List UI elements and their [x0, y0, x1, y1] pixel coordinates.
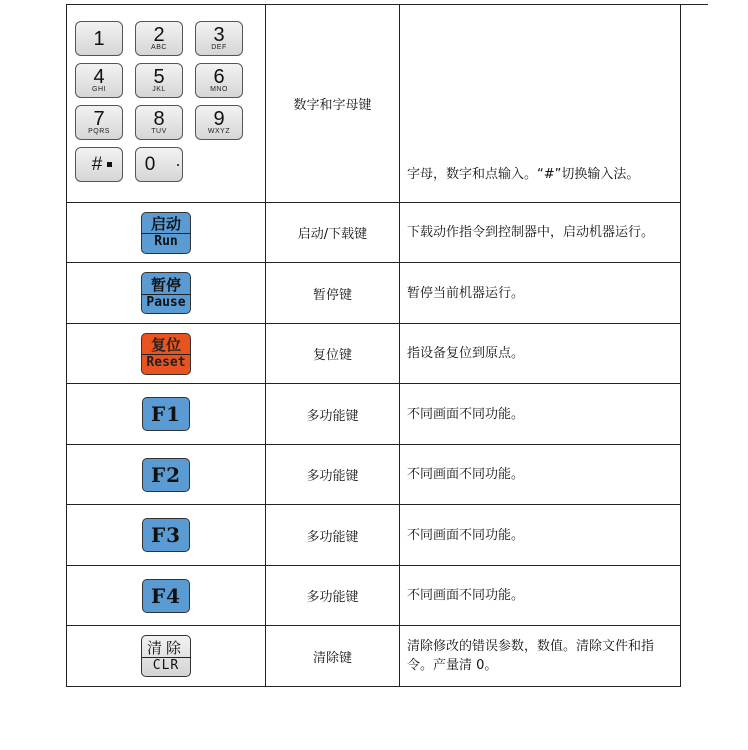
key-1[interactable]: 1 [75, 21, 123, 56]
numeric-keypad [75, 21, 265, 186]
key-description: 下载动作指令到控制器中，启动机器运行。 [400, 203, 681, 263]
f4-key[interactable]: F4 [142, 579, 190, 613]
table-row [67, 384, 681, 445]
keypad-cell [67, 5, 266, 203]
table-row [67, 263, 681, 324]
key-description: 指设备复位到原点。 [400, 324, 681, 384]
key-5[interactable]: 5 JKL [135, 63, 183, 98]
key-2[interactable]: 2 ABC [135, 21, 183, 56]
key-6[interactable]: 6 MNO [195, 63, 243, 98]
key-name: 多功能键 [266, 445, 400, 505]
key-9[interactable]: 9 WXYZ [195, 105, 243, 140]
key-name: 复位键 [266, 324, 400, 384]
key-description: 不同画面不同功能。 [400, 566, 681, 626]
dot-icon [177, 164, 179, 166]
key-description: 字母，数字和点输入。“#”切换输入法。 [400, 5, 681, 203]
f3-key[interactable]: F3 [142, 518, 190, 552]
key-name: 多功能键 [266, 505, 400, 566]
table-row [67, 626, 681, 687]
key-function-table [66, 4, 681, 687]
reset-key[interactable]: 复位 Reset [141, 333, 191, 375]
key-8[interactable]: 8 TUV [135, 105, 183, 140]
f2-key[interactable]: F2 [142, 458, 190, 492]
key-name: 启动/下载键 [266, 203, 400, 263]
key-name: 数字和字母键 [266, 5, 400, 203]
table-row [67, 203, 681, 263]
key-0[interactable]: 0 [135, 147, 183, 182]
table-row [67, 505, 681, 566]
table-row [67, 566, 681, 626]
clear-key[interactable]: 清除 CLR [141, 635, 191, 677]
key-description: 暂停当前机器运行。 [400, 263, 681, 324]
key-description: 不同画面不同功能。 [400, 384, 681, 445]
dot-icon [107, 162, 112, 167]
key-hash[interactable]: # [75, 147, 123, 182]
pause-key[interactable]: 暂停 Pause [141, 272, 191, 314]
f1-key[interactable]: F1 [142, 397, 190, 431]
key-name: 暂停键 [266, 263, 400, 324]
key-name: 多功能键 [266, 384, 400, 445]
table-row [67, 445, 681, 505]
key-4[interactable]: 4 GHI [75, 63, 123, 98]
key-description: 不同画面不同功能。 [400, 505, 681, 566]
key-name: 多功能键 [266, 566, 400, 626]
key-3[interactable]: 3 DEF [195, 21, 243, 56]
key-7[interactable]: 7 PQRS [75, 105, 123, 140]
run-key[interactable]: 启动 Run [141, 212, 191, 254]
key-description: 不同画面不同功能。 [400, 445, 681, 505]
table-row [67, 5, 681, 203]
key-description: 清除修改的错误参数，数值。清除文件和指令。产量清 0。 [400, 626, 681, 687]
table-row [67, 324, 681, 384]
key-name: 清除键 [266, 626, 400, 687]
